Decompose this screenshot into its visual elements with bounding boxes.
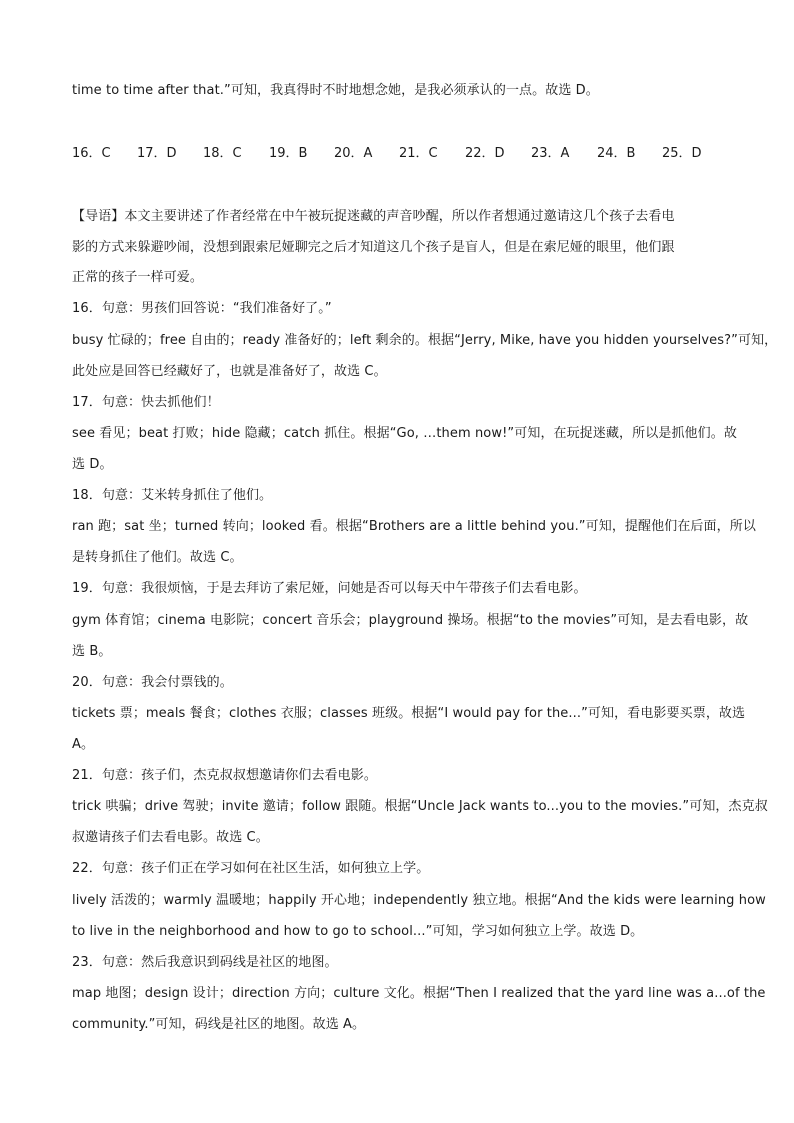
answer-20: 20．A [334,146,373,161]
explanation-line: 22．句意：孩子们正在学习如何在社区生活，如何独立上学。 [72,861,430,876]
explanation-line: 19．句意：我很烦恼，于是去拜访了索尼娅，问她是否可以每天中午带孩子们去看电影。 [72,581,587,596]
answer-key-row [72,144,732,164]
explanation-line: A。 [72,737,95,752]
explanation-line: 此处应是回答已经藏好了，也就是准备好了，故选 C。 [72,364,387,379]
answer-22: 22．D [465,146,505,161]
explanation-line: 叔邀请孩子们去看电影。故选 C。 [72,830,269,845]
answer-18: 18．C [203,146,242,161]
answer-25: 25．D [662,146,702,161]
explanation-line: 选 B。 [72,644,112,659]
guide-line: 正常的孩子一样可爱。 [72,270,204,285]
answer-16: 16．C [72,146,111,161]
explanation-line: 17．句意：快去抓他们！ [72,395,220,410]
explanation-line: 21．句意：孩子们，杰克叔叔想邀请你们去看电影。 [72,768,377,783]
explanation-line: community.”可知，码线是社区的地图。故选 A。 [72,1017,366,1032]
answer-17: 17．D [137,146,177,161]
answer-23: 23．A [531,146,570,161]
explanation-line: trick 哄骗；drive 驾驶；invite 邀请；follow 跟随。根据“Uncle Jack wants to...you to the movies.”可知，杰克叔 [72,799,768,814]
explanation-line: tickets 票；meals 餐食；clothes 衣服；classes 班级。根据“I would pay for the...”可知，看电影要买票，故选 [72,706,746,721]
answer-24: 24．B [597,146,636,161]
explanation-line: ran 跑；sat 坐；turned 转向；looked 看。根据“Brothers are a little behind you.”可知，提醒他们在后面，所以 [72,519,756,534]
answer-19: 19．B [269,146,308,161]
explanation-line: 20．句意：我会付票钱的。 [72,675,233,690]
guide-line: 【导语】本文主要讲述了作者经常在中午被玩捉迷藏的声音吵醒，所以作者想通过邀请这几个孩子去看电 [72,209,675,224]
answer-21: 21．C [399,146,438,161]
explanation-line: to live in the neighborhood and how to go to school...”可知，学习如何独立上学。故选 D。 [72,924,644,939]
guide-line: 影的方式来躲避吵闹，没想到跟索尼娅聊完之后才知道这几个孩子是盲人，但是在索尼娅的眼里，他们跟 [72,240,675,255]
explanation-line: lively 活泼的；warmly 温暖地；happily 开心地；independently 独立地。根据“And the kids were learning how [72,893,766,908]
intro-line: time to time after that.”可知，我真得时不时地想念她，是我必须承认的一点。故选 D。 [72,83,599,98]
explanation-line: see 看见；beat 打败；hide 隐藏；catch 抓住。根据“Go, …them now!”可知，在玩捉迷藏，所以是抓他们。故 [72,426,737,441]
explanation-line: 23．句意：然后我意识到码线是社区的地图。 [72,955,338,970]
explanation-line: 16．句意：男孩们回答说：“我们准备好了。” [72,301,332,316]
explanation-line: 18．句意：艾米转身抓住了他们。 [72,488,273,503]
explanation-line: busy 忙碌的；free 自由的；ready 准备好的；left 剩余的。根据“Jerry, Mike, have you hidden yourselves?”可知， [72,333,778,348]
explanation-line: gym 体育馆；cinema 电影院；concert 音乐会；playground 操场。根据“to the movies”可知，是去看电影，故 [72,613,749,628]
explanation-line: 选 D。 [72,457,113,472]
explanation-line: map 地图；design 设计；direction 方向；culture 文化。根据“Then I realized that the yard line was a...of the [72,986,766,1001]
explanation-line: 是转身抓住了他们。故选 C。 [72,550,243,565]
